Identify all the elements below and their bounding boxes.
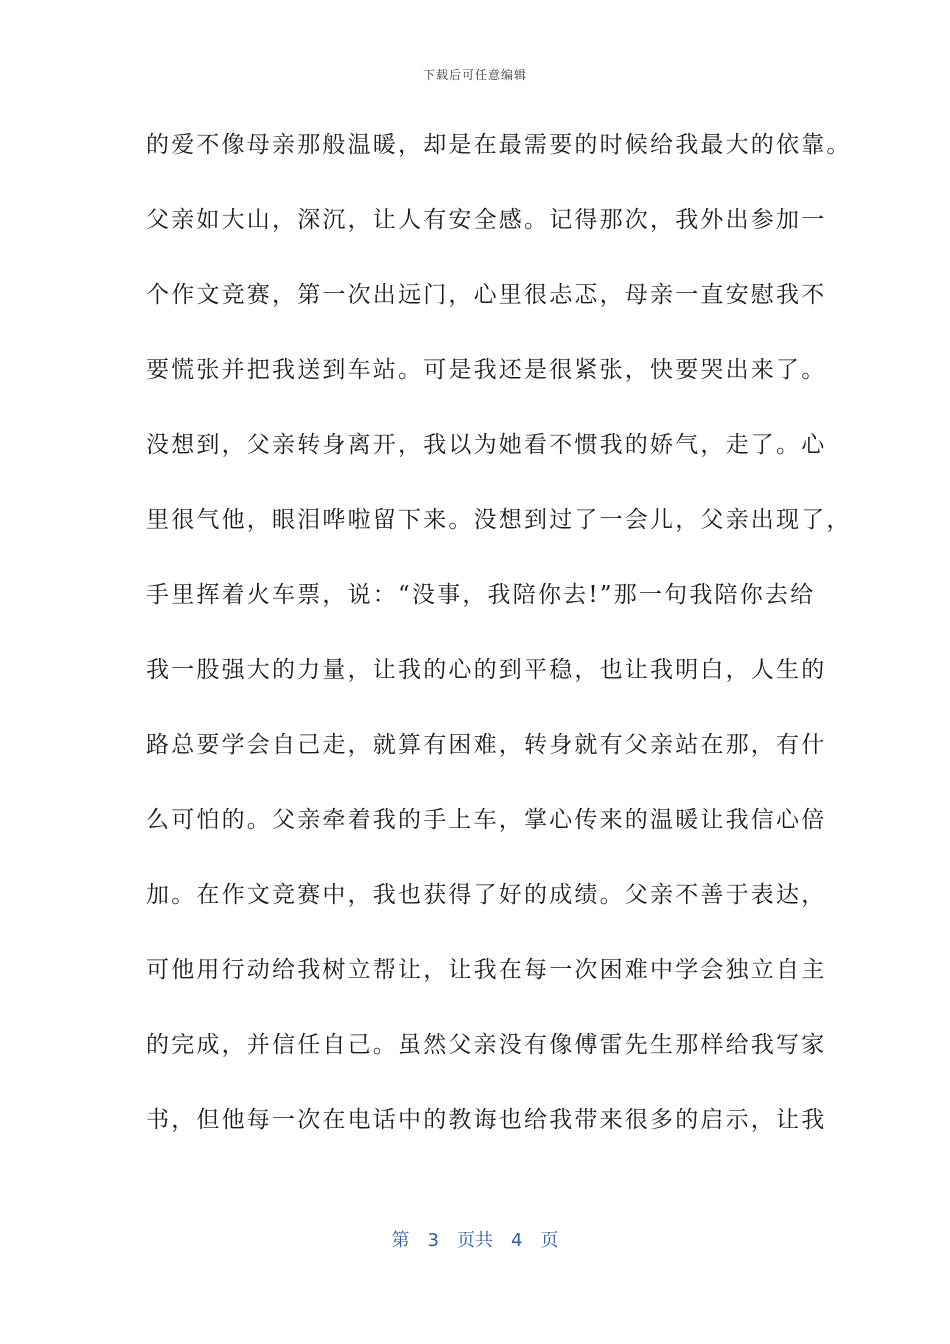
text-line: 父亲如大山，深沉，让人有安全感。记得那次，我外出参加一 <box>146 207 827 233</box>
page-label-middle: 页共 <box>457 1230 493 1251</box>
total-pages-number: 4 <box>511 1230 523 1251</box>
text-line: 可他用行动给我树立帮让，让我在每一次困难中学会独立自主 <box>146 957 827 983</box>
text-line: 路总要学会自己走，就算有困难，转身就有父亲站在那，有什 <box>146 732 827 758</box>
document-body <box>146 120 852 1170</box>
text-line: 我一股强大的力量，让我的心的到平稳，也让我明白，人生的 <box>146 657 827 683</box>
text-line: 手里挥着火车票，说：“没事，我陪你去!”那一句我陪你去给 <box>146 582 816 608</box>
text-line: 要慌张并把我送到车站。可是我还是很紧张，快要哭出来了。 <box>146 357 827 383</box>
text-line: 么可怕的。父亲牵着我的手上车，掌心传来的温暖让我信心倍 <box>146 807 827 833</box>
text-line: 个作文竞赛，第一次出远门，心里很忐忑，母亲一直安慰我不 <box>146 282 827 308</box>
text-line: 书，但他每一次在电话中的教诲也给我带来很多的启示，让我 <box>146 1107 827 1133</box>
page-label-prefix: 第 <box>391 1230 410 1251</box>
page-label-suffix: 页 <box>540 1230 559 1251</box>
text-line: 的完成，并信任自己。虽然父亲没有像傅雷先生那样给我写家 <box>146 1032 827 1058</box>
text-line: 加。在作文竞赛中，我也获得了好的成绩。父亲不善于表达， <box>146 882 827 908</box>
page-header: 下载后可任意编辑 <box>422 68 527 82</box>
text-line: 的爱不像母亲那般温暖，却是在最需要的时候给我最大的依靠。 <box>146 132 852 158</box>
text-line: 没想到，父亲转身离开，我以为她看不惯我的娇气，走了。心 <box>146 432 827 458</box>
current-page-number: 3 <box>427 1230 439 1251</box>
text-line: 里很气他，眼泪哗啦留下来。没想到过了一会儿，父亲出现了， <box>146 507 852 533</box>
page-footer <box>0 1226 950 1252</box>
